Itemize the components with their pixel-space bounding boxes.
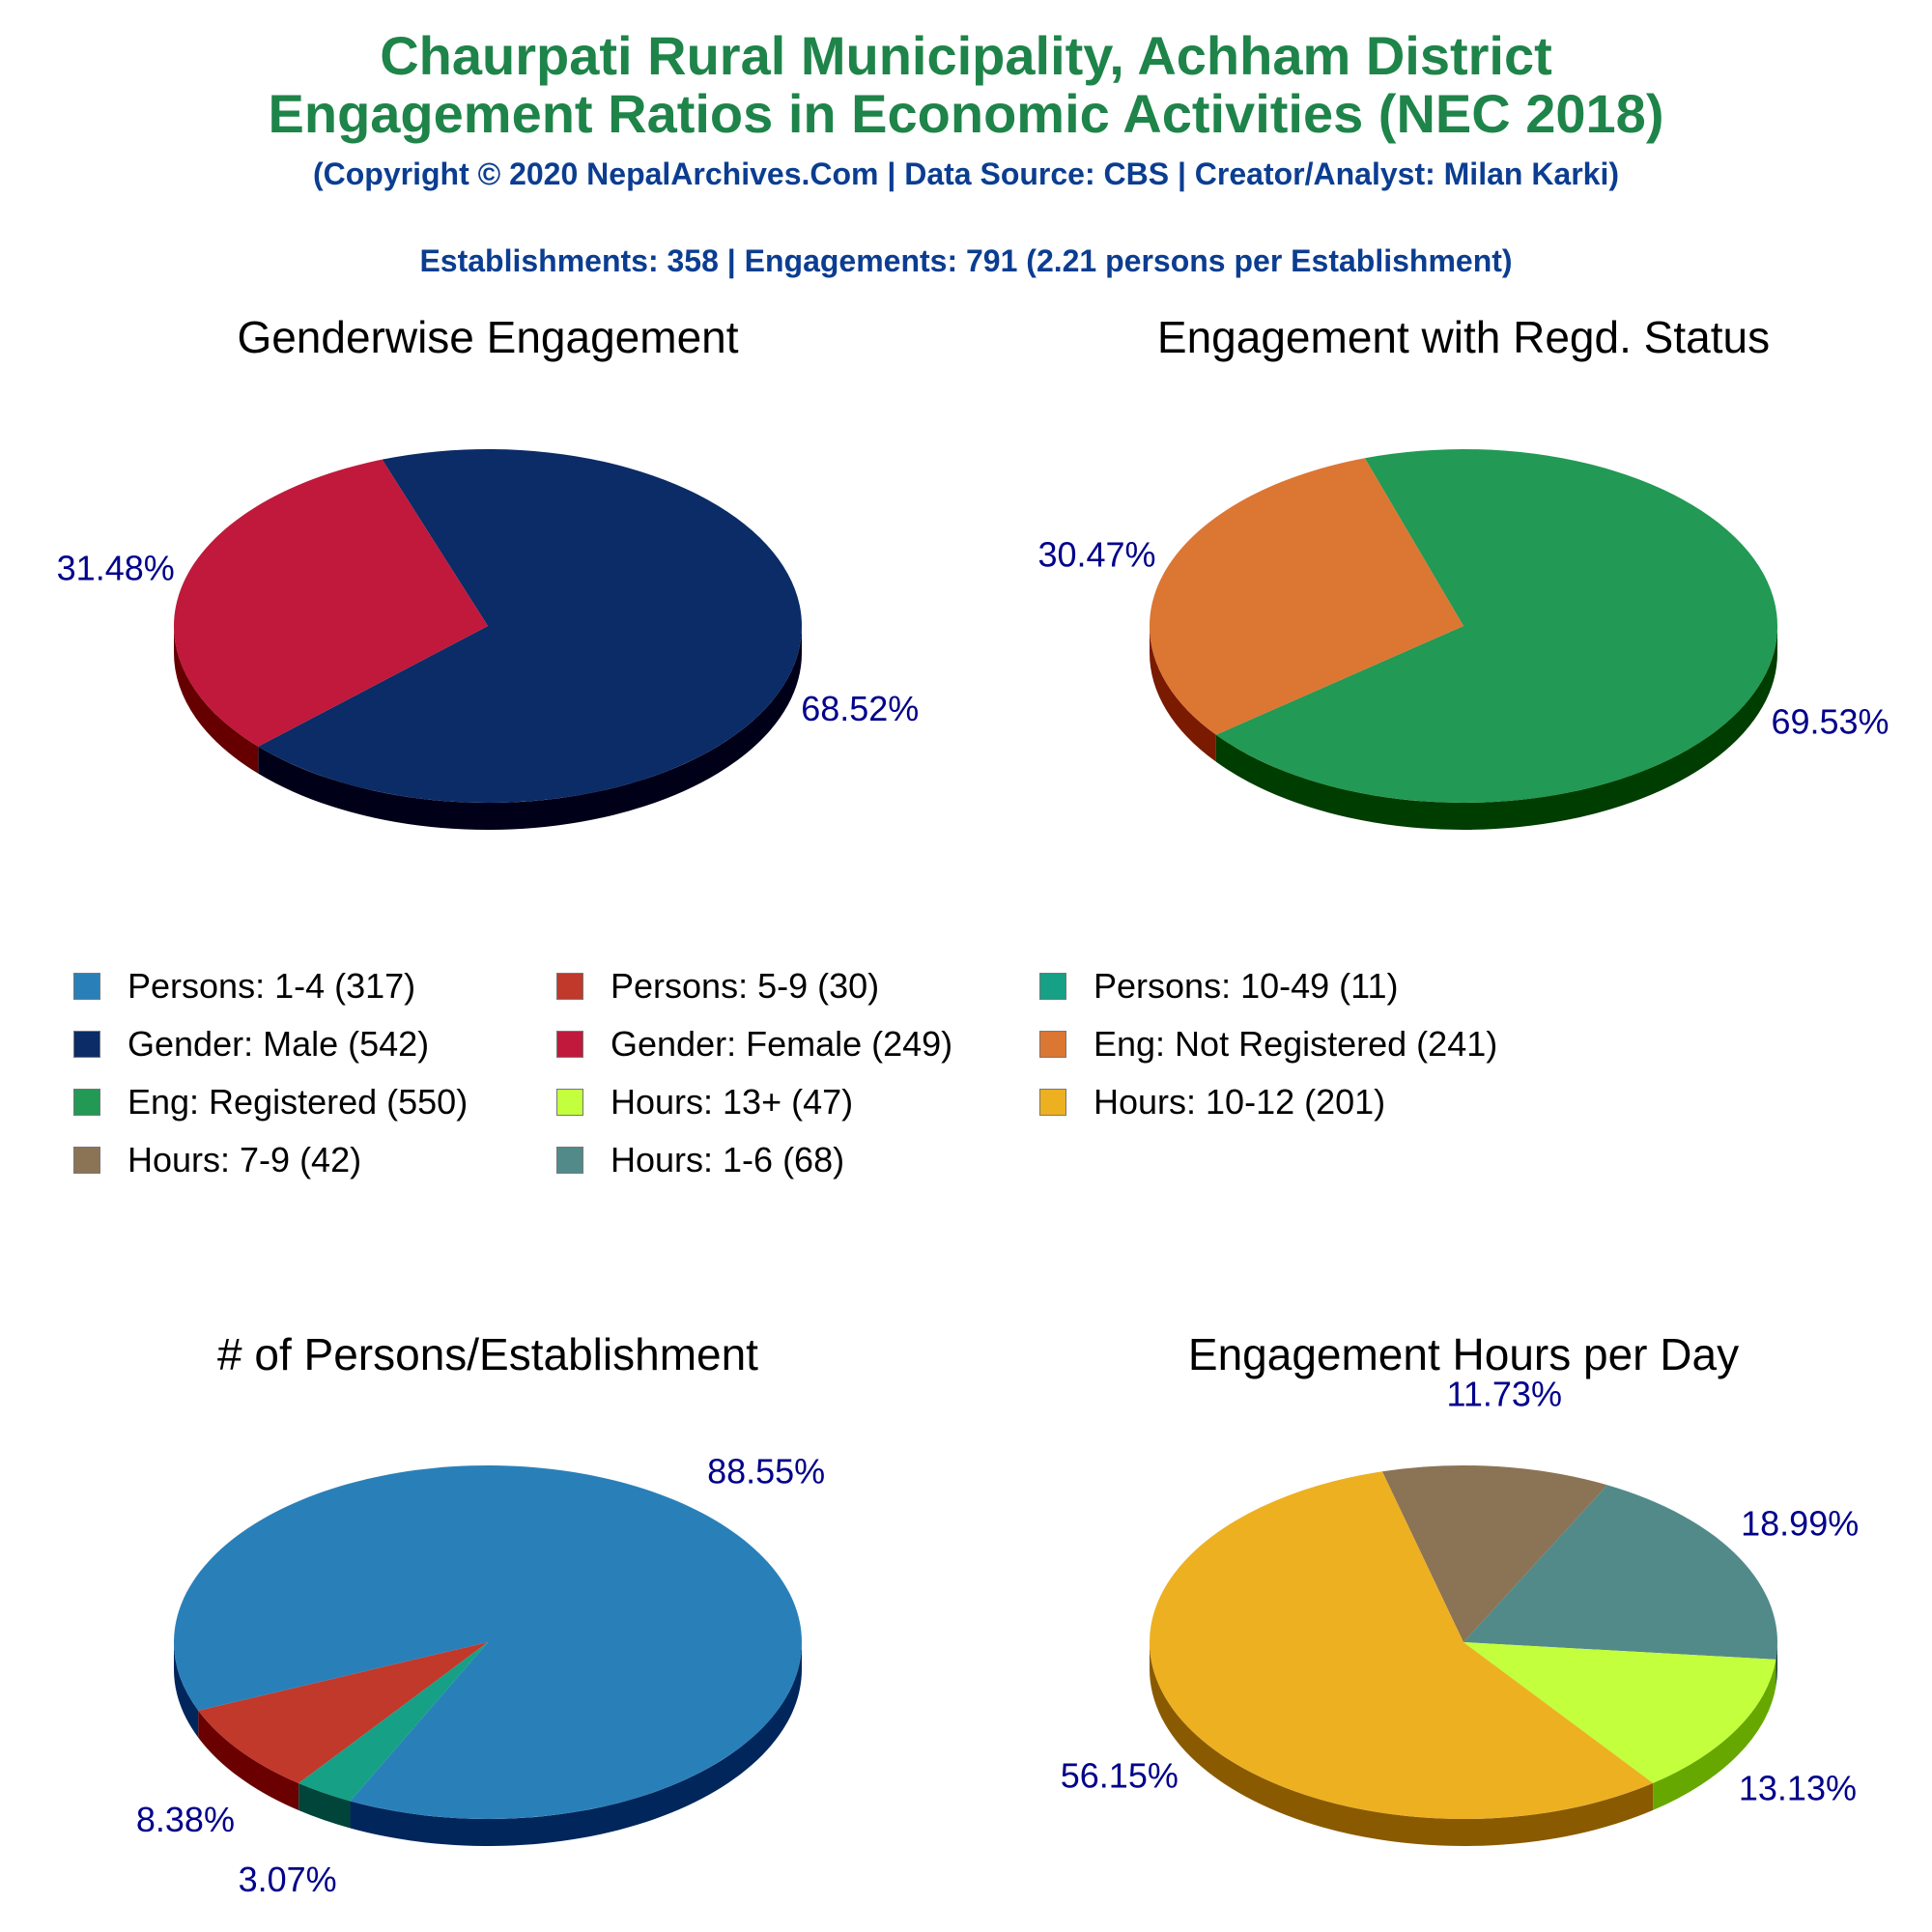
legend-item — [556, 1082, 853, 1122]
pie-chart — [1037, 312, 1889, 830]
legend-label: Hours: 13+ (47) — [611, 1082, 854, 1122]
legend-swatch — [556, 1089, 583, 1116]
legend-item — [1039, 1082, 1385, 1122]
copyright-subtitle: (Copyright © 2020 NepalArchives.Com | Data Source: CBS | Creator/Analyst: Milan Karki) — [312, 156, 1620, 191]
legend-swatch — [73, 1089, 100, 1116]
legend-item — [556, 1024, 952, 1065]
legend-swatch — [556, 1147, 583, 1174]
legend-item — [73, 1140, 361, 1180]
legend-label: Persons: 10-49 (11) — [1094, 966, 1399, 1006]
legend-label: Gender: Male (542) — [128, 1024, 430, 1064]
legend-swatch — [73, 973, 100, 1000]
slice-percent-label: 31.48% — [56, 548, 175, 588]
slice-percent-label: 8.38% — [135, 1799, 235, 1839]
legend-swatch — [556, 1031, 583, 1058]
slice-percent-label: 11.73% — [1446, 1374, 1562, 1414]
legend-label: Eng: Registered (550) — [128, 1082, 469, 1122]
legend-label: Persons: 1-4 (317) — [128, 966, 416, 1006]
legend-label: Persons: 5-9 (30) — [611, 966, 880, 1006]
legend-swatch — [73, 1147, 100, 1174]
slice-percent-label: 56.15% — [1060, 1755, 1179, 1796]
main-title-line-1: Chaurpati Rural Municipality, Achham District — [380, 25, 1552, 86]
establishment-summary: Establishments: 358 | Engagements: 791 (2.21 persons per Establishment) — [419, 243, 1513, 278]
chart-title: # of Persons/Establishment — [217, 1329, 758, 1379]
legend-item — [73, 1082, 468, 1122]
pie-chart — [136, 1329, 825, 1899]
slice-percent-label: 68.52% — [801, 688, 920, 728]
legend-label: Eng: Not Registered (241) — [1094, 1024, 1498, 1064]
slice-percent-label: 13.13% — [1738, 1768, 1858, 1808]
slice-percent-label: 88.55% — [707, 1451, 826, 1492]
legend-label: Hours: 10-12 (201) — [1094, 1082, 1386, 1122]
legend-swatch — [73, 1031, 100, 1058]
slice-percent-label: 18.99% — [1741, 1503, 1860, 1544]
legend-swatch — [1039, 1031, 1066, 1058]
pie-chart — [57, 312, 920, 830]
slice-percent-label: 30.47% — [1037, 534, 1156, 575]
legend-swatch — [1039, 973, 1066, 1000]
legend-item — [1039, 1024, 1497, 1065]
legend-label: Hours: 7-9 (42) — [128, 1140, 362, 1179]
legend-item — [73, 966, 415, 1007]
legend-item — [556, 1140, 844, 1180]
legend-label: Hours: 1-6 (68) — [611, 1140, 845, 1179]
slice-percent-label: 3.07% — [238, 1859, 337, 1899]
legend-swatch — [556, 973, 583, 1000]
chart-title: Engagement with Regd. Status — [1156, 312, 1771, 362]
legend-swatch — [1039, 1089, 1066, 1116]
legend-item — [1039, 966, 1399, 1007]
slice-percent-label: 69.53% — [1771, 701, 1889, 742]
chart-title: Engagement Hours per Day — [1187, 1329, 1740, 1379]
pie-chart — [1061, 1329, 1859, 1846]
main-title-line-2: Engagement Ratios in Economic Activities (NEC 2018) — [268, 83, 1664, 144]
legend-item — [556, 966, 879, 1007]
chart-title: Genderwise Engagement — [237, 312, 739, 362]
legend-label: Gender: Female (249) — [611, 1024, 953, 1064]
legend-item — [73, 1024, 429, 1065]
